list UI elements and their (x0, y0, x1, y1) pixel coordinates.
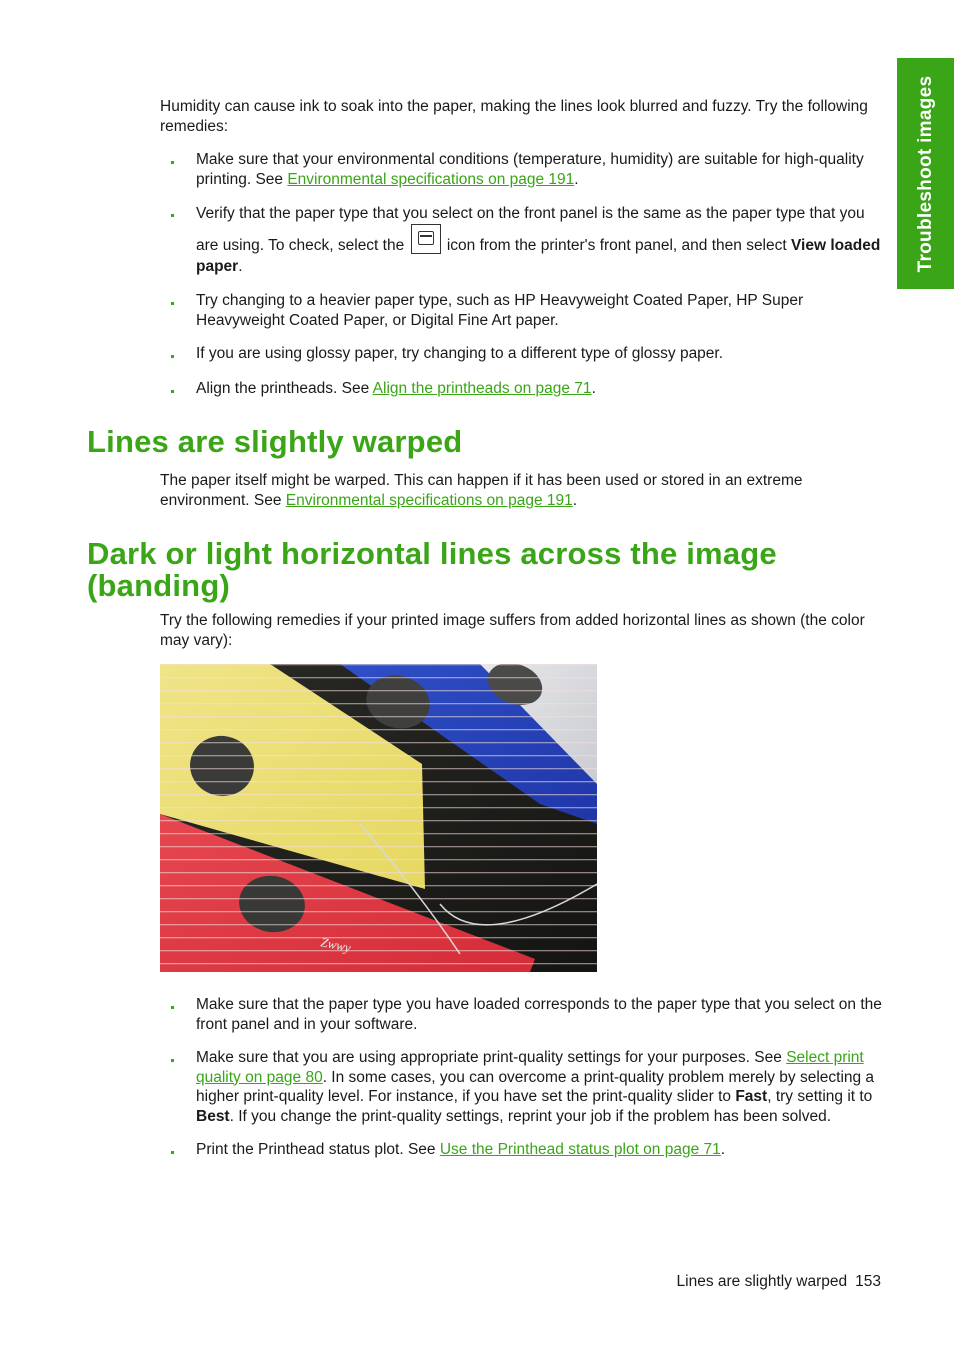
list-item-text: Verify that the paper type that you select on the front panel is the same as the paper type that you are using. To check, select the (196, 205, 865, 254)
link-align-printheads[interactable]: Align the printheads on page 71 (372, 380, 592, 397)
list-item: If you are using glossy paper, try changing to a different type of glossy paper. (196, 345, 724, 362)
list-item (196, 150, 882, 189)
paragraph-text: The paper itself might be warped. This can happen if it has been used or stored in an extreme environment. See (160, 472, 803, 509)
list-item: Try changing to a heavier paper type, such as HP Heavyweight Coated Paper, HP Super Heavyweight Coated Paper, or Digital Fine Art paper. (196, 292, 804, 329)
list-item-text: . (238, 258, 243, 275)
heading-banding: Dark or light horizontal lines across the image (banding) (87, 536, 777, 603)
list-item-text: . If you change the print-quality settings, reprint your job if the problem has been solved. (229, 1107, 832, 1125)
heading-lines-warped: Lines are slightly warped (87, 424, 463, 459)
bullet-marker (171, 161, 174, 164)
kayaks-illustration (160, 664, 597, 972)
bullet-marker (171, 1151, 174, 1154)
section1-paragraph (160, 471, 882, 510)
list-item (196, 203, 882, 277)
link-printhead-status-plot[interactable]: Use the Printhead status plot on page 71 (439, 1141, 721, 1158)
list-item-text: Align the printheads. See (196, 380, 373, 397)
banding-example-image (160, 664, 597, 972)
list-item (196, 1048, 882, 1126)
paragraph-text: . (572, 491, 578, 509)
link-environmental-specs-2[interactable]: Environmental specifications on page 191 (285, 491, 573, 509)
list-item-text: . (591, 380, 596, 397)
list-item-text: Print the Printhead status plot. See (196, 1141, 440, 1158)
page-number: 153 (855, 1273, 881, 1290)
list-item-text: icon from the printer's front panel, and then select (442, 237, 791, 254)
footer-title: Lines are slightly warped (676, 1273, 848, 1290)
link-select-print-quality[interactable]: Select print quality on page 80 (196, 1049, 864, 1086)
link-environmental-specs[interactable]: Environmental specifications on page 191 (287, 170, 575, 188)
list-item-text: , try setting it to (767, 1088, 873, 1105)
intro-paragraph: Humidity can cause ink to soak into the paper, making the lines look blurred and fuzzy. Try the following remedies: (160, 98, 868, 135)
list-item-text: . (574, 170, 579, 188)
bullet-marker (171, 302, 174, 305)
section2-paragraph: Try the following remedies if your printed image suffers from added horizontal lines as shown (the color may vary): (160, 612, 865, 649)
list-item (196, 379, 882, 399)
list-item-text: Make sure that your environmental conditions (temperature, humidity) are suitable for high-quality printing. See (196, 151, 864, 188)
list-item-text: . (720, 1141, 726, 1158)
list-item-text: Make sure that you are using appropriate print-quality settings for your purposes. See (196, 1049, 787, 1066)
side-tab-label: Troubleshoot images (914, 75, 936, 272)
bullet-marker (171, 1059, 174, 1062)
bullet-marker (171, 355, 174, 358)
page-footer (677, 1273, 881, 1291)
section-side-tab (897, 58, 954, 289)
menu-option-view-loaded-paper: View loaded paper (196, 237, 881, 275)
list-item (196, 1140, 882, 1160)
bullet-marker (171, 214, 174, 217)
bullet-marker (171, 1006, 174, 1009)
list-item-text: . In some cases, you can overcome a print-quality problem merely by selecting a higher print-quality level. For instance, if you have set the print-quality slider to (196, 1068, 875, 1105)
setting-best: Best (196, 1107, 230, 1125)
list-item: Make sure that the paper type you have loaded corresponds to the paper type that you select on the front panel and in your software. (196, 996, 882, 1033)
bullet-marker (171, 390, 174, 393)
setting-fast: Fast (735, 1088, 768, 1105)
paper-icon (411, 224, 441, 254)
